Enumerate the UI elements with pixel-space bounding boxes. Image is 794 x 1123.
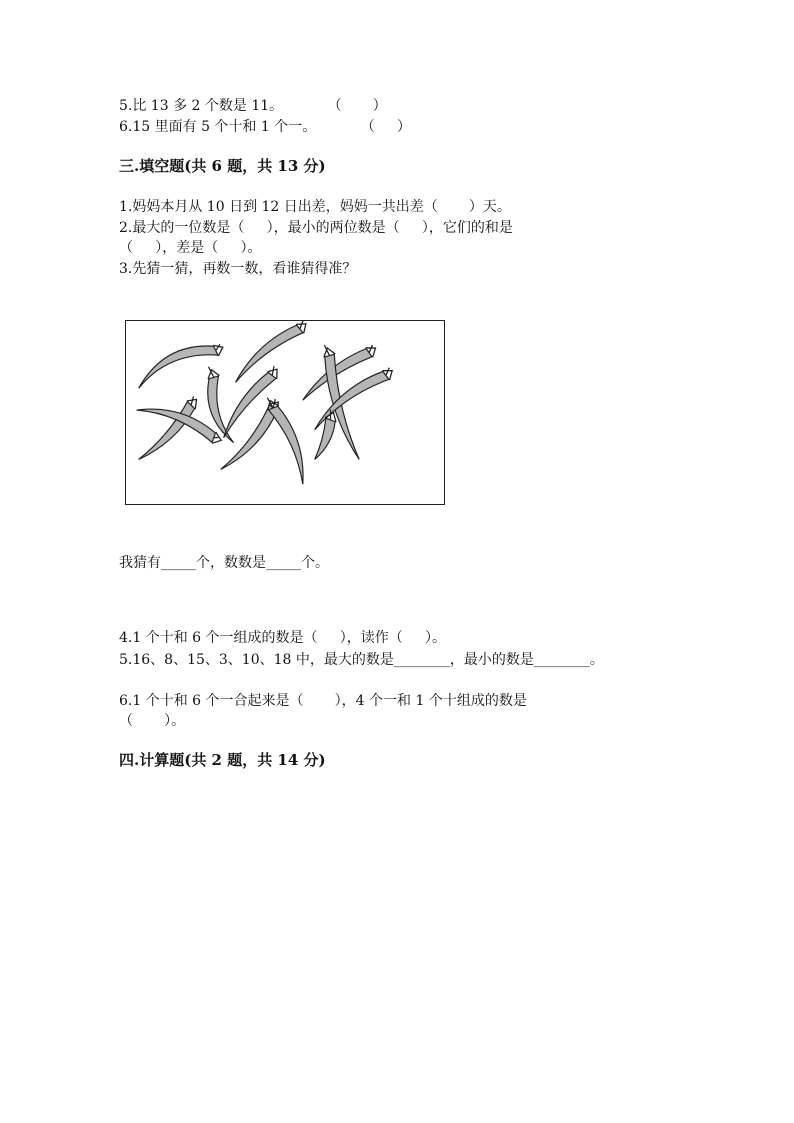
- peppers-illustration: [126, 321, 444, 504]
- section-3-title: 三.填空题(共 6 题，共 13 分): [119, 157, 326, 175]
- fill-item-5: 5.16、8、15、3、10、18 中，最大的数是________，最小的数是________。: [119, 652, 604, 668]
- judge-item-6: 6.15 里面有 5 个十和 1 个一。 （ ）: [119, 119, 411, 135]
- fill-item-4: 4.1 个十和 6 个一组成的数是（ ），读作（ ）。: [119, 630, 447, 646]
- fill-item-2-line-1: 2.最大的一位数是（ ），最小的两位数是（ ），它们的和是: [119, 220, 513, 236]
- fill-item-6-line-2: （ ）。: [119, 713, 186, 729]
- fill-item-3-answer: 我猜有_____个，数数是_____个。: [119, 555, 329, 571]
- fill-item-3: 3.先猜一猜，再数一数，看谁猜得准？: [119, 261, 357, 277]
- section-4-title: 四.计算题(共 2 题，共 14 分): [119, 751, 326, 769]
- judge-item-5: 5.比 13 多 2 个数是 11。 （ ）: [119, 98, 387, 114]
- fill-item-1: 1.妈妈本月从 10 日到 12 日出差，妈妈一共出差（ ）天。: [119, 199, 511, 215]
- fill-item-2-line-2: （ ），差是（ ）。: [119, 240, 262, 256]
- fill-item-6-line-1: 6.1 个十和 6 个一合起来是（ ），4 个一和 1 个十组成的数是: [119, 693, 527, 709]
- pepper-shape: [139, 346, 218, 388]
- peppers-picture: [125, 320, 445, 505]
